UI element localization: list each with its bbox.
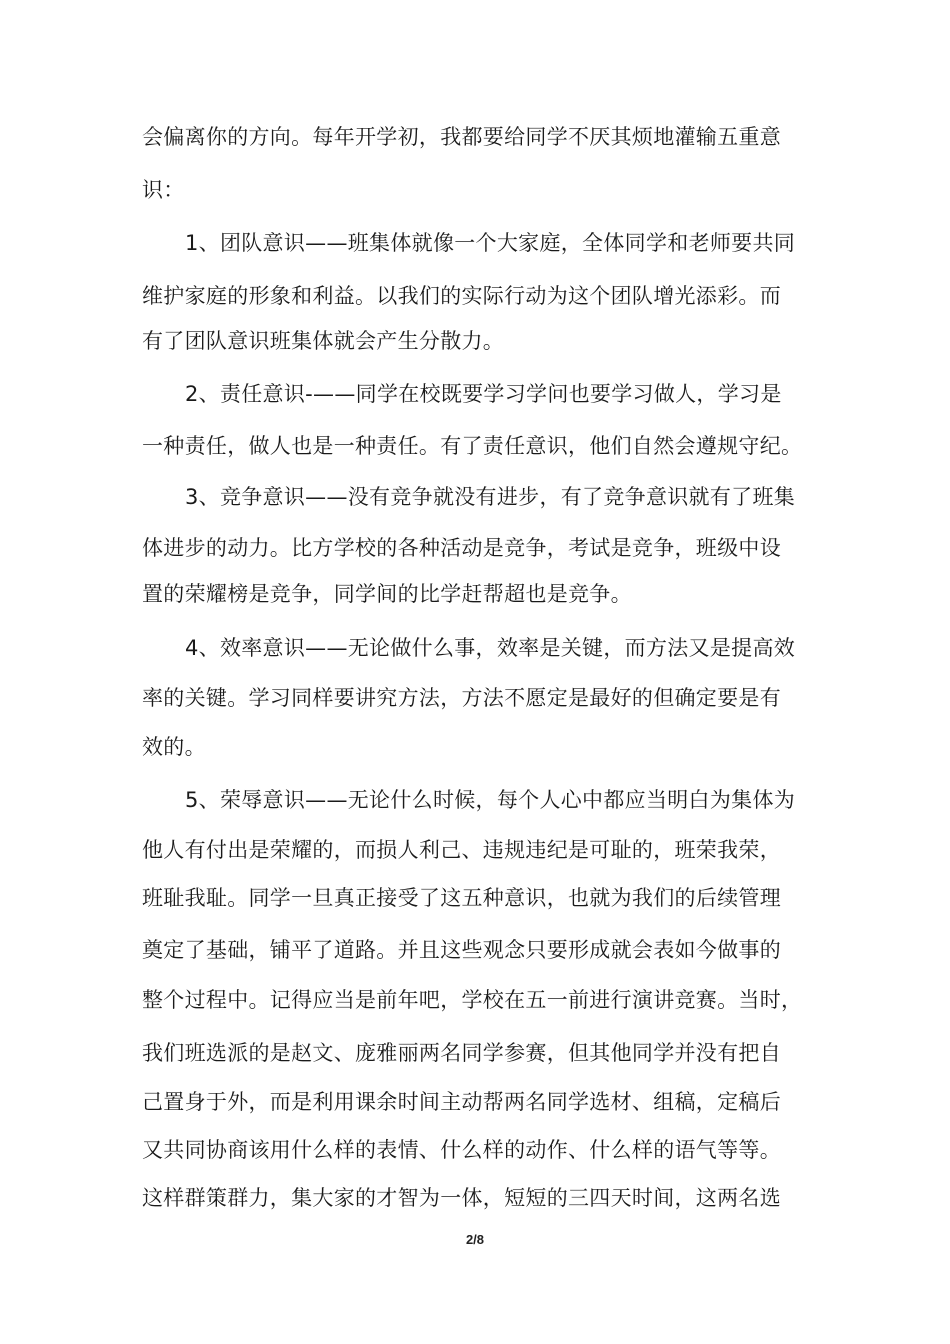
text-line: 1、团队意识——班集体就像一个大家庭，全体同学和老师要共同 — [185, 231, 796, 255]
text-line: 3、竞争意识——没有竞争就没有进步，有了竞争意识就有了班集 — [185, 485, 796, 509]
text-line: 效的。 — [142, 735, 206, 759]
text-line: 置的荣耀榜是竞争，同学间的比学赶帮超也是竞争。 — [142, 582, 632, 606]
text-line: 识： — [142, 178, 185, 202]
text-line: 我们班选派的是赵文、庞雅丽两名同学参赛，但其他同学并没有把自 — [142, 1041, 781, 1065]
text-line: 一种责任，做人也是一种责任。有了责任意识，他们自然会遵规守纪。 — [142, 434, 803, 458]
text-line: 奠定了基础，铺平了道路。并且这些观念只要形成就会表如今做事的 — [142, 938, 781, 962]
page-number: 2/8 — [465, 1232, 485, 1247]
text-line: 维护家庭的形象和利益。以我们的实际行动为这个团队增光添彩。而 — [142, 284, 781, 308]
text-line: 又共同协商该用什么样的表情、什么样的动作、什么样的语气等等。 — [142, 1138, 781, 1162]
text-line: 会偏离你的方向。每年开学初，我都要给同学不厌其烦地灌输五重意 — [142, 125, 781, 149]
text-line: 率的关键。学习同样要讲究方法，方法不愿定是最好的但确定要是有 — [142, 686, 781, 710]
text-line: 有了团队意识班集体就会产生分散力。 — [142, 329, 505, 353]
text-line: 他人有付出是荣耀的，而损人利己、违规违纪是可耻的，班荣我荣， — [142, 838, 781, 862]
text-line: 班耻我耻。同学一旦真正接受了这五种意识，也就为我们的后续管理 — [142, 886, 781, 910]
text-line: 2、责任意识-——同学在校既要学习学问也要学习做人，学习是 — [185, 382, 782, 406]
text-line: 己置身于外，而是利用课余时间主动帮两名同学选材、组稿，定稿后 — [142, 1090, 781, 1114]
text-line: 这样群策群力，集大家的才智为一体，短短的三四天时间，这两名选 — [142, 1186, 781, 1210]
text-line: 整个过程中。记得应当是前年吧，学校在五一前进行演讲竞赛。当时， — [142, 988, 803, 1012]
text-line: 4、效率意识——无论做什么事，效率是关键，而方法又是提高效 — [185, 636, 796, 660]
text-line: 体进步的动力。比方学校的各种活动是竞争，考试是竞争，班级中设 — [142, 536, 781, 560]
text-line: 5、荣辱意识——无论什么时候，每个人心中都应当明白为集体为 — [185, 788, 796, 812]
